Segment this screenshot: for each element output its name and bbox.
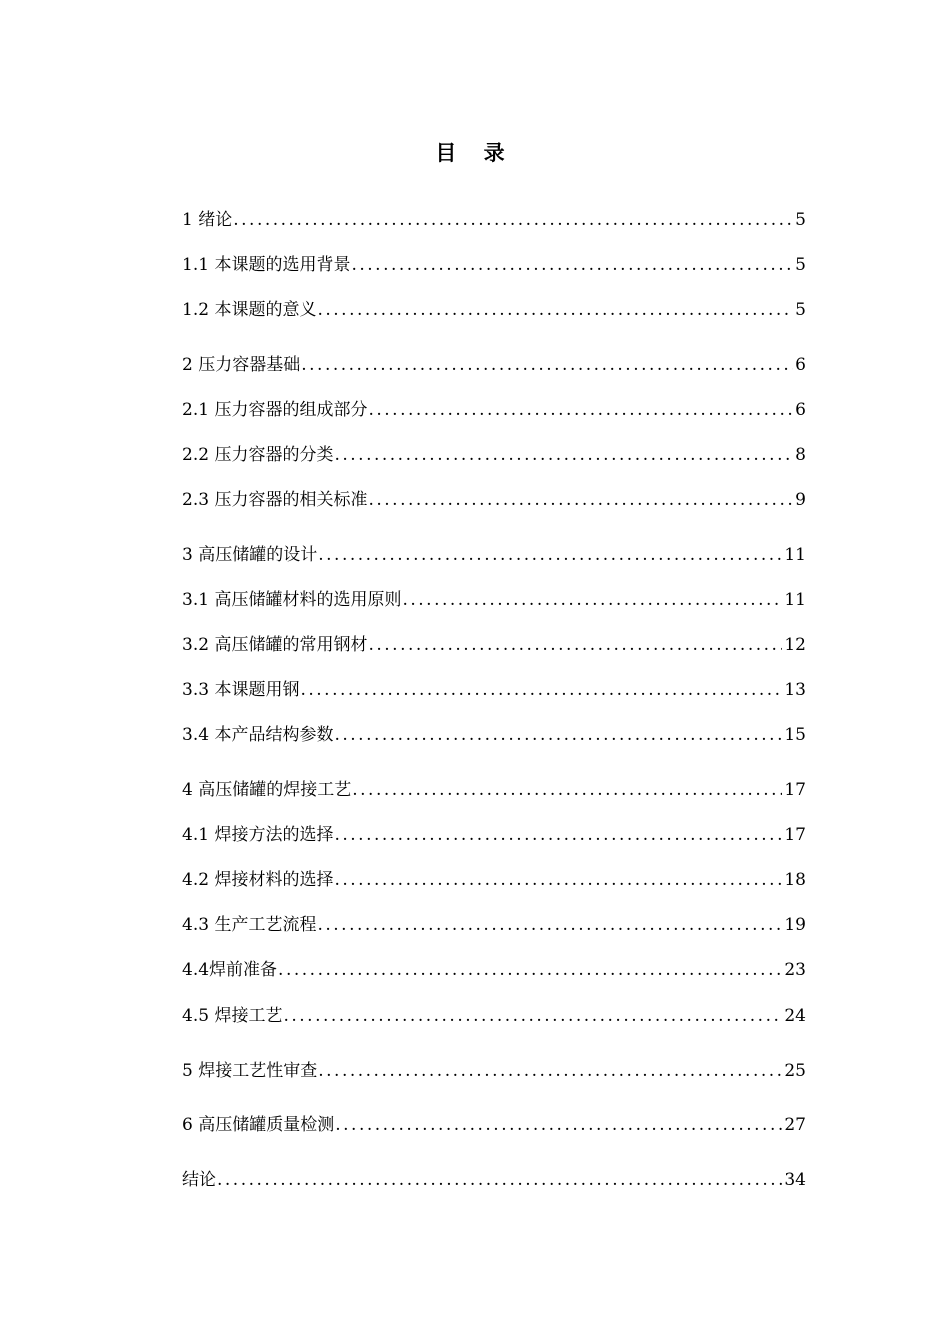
toc-entry[interactable] bbox=[182, 207, 806, 233]
toc-page-number: 11 bbox=[784, 590, 806, 610]
toc-leader-dots bbox=[334, 867, 782, 893]
toc-entry-label: 2.3 压力容器的相关标准 bbox=[182, 490, 368, 510]
toc-page-number: 24 bbox=[784, 1006, 806, 1026]
toc-entry-label: 2.1 压力容器的组成部分 bbox=[182, 400, 368, 420]
toc-leader-dots bbox=[402, 587, 782, 613]
toc-leader-dots bbox=[351, 252, 793, 278]
toc-entry-label: 3.1 高压储罐材料的选用原则 bbox=[182, 590, 402, 610]
toc-entry[interactable] bbox=[182, 352, 806, 378]
toc-entry-label: 1.2 本课题的意义 bbox=[182, 300, 317, 320]
toc-entry-label: 4.5 焊接工艺 bbox=[182, 1006, 283, 1026]
toc-page-number: 19 bbox=[784, 915, 806, 935]
toc-leader-dots bbox=[283, 1003, 782, 1029]
toc-entry[interactable] bbox=[182, 632, 806, 658]
toc-page-number: 6 bbox=[795, 355, 806, 375]
toc-entry[interactable] bbox=[182, 1003, 806, 1029]
toc-page-number: 25 bbox=[784, 1061, 806, 1081]
toc-entry[interactable] bbox=[182, 957, 806, 983]
toc-page-number: 11 bbox=[784, 545, 806, 565]
toc-entry-label: 6 高压储罐质量检测 bbox=[182, 1115, 335, 1135]
toc-entry[interactable] bbox=[182, 722, 806, 748]
toc-leader-dots bbox=[317, 912, 782, 938]
toc-entry-label: 结论 bbox=[182, 1170, 216, 1190]
toc-entry[interactable] bbox=[182, 1112, 806, 1138]
toc-entry-label: 3.4 本产品结构参数 bbox=[182, 725, 334, 745]
toc-entry-label: 4 高压储罐的焊接工艺 bbox=[182, 780, 352, 800]
toc-leader-dots bbox=[368, 487, 793, 513]
toc-leader-dots bbox=[300, 677, 782, 703]
toc-entry[interactable] bbox=[182, 1058, 806, 1084]
toc-entry-label: 3 高压储罐的设计 bbox=[182, 545, 318, 565]
toc-entry-label: 1 绪论 bbox=[182, 210, 233, 230]
toc-leader-dots bbox=[318, 542, 782, 568]
toc-page-number: 6 bbox=[795, 400, 806, 420]
toc-entry-label: 3.2 高压储罐的常用钢材 bbox=[182, 635, 368, 655]
toc-entry[interactable] bbox=[182, 677, 806, 703]
toc-page-number: 5 bbox=[795, 255, 806, 275]
toc-page-number: 23 bbox=[784, 960, 806, 980]
toc-leader-dots bbox=[334, 442, 793, 468]
toc-page-number: 9 bbox=[795, 490, 806, 510]
toc-page-number: 34 bbox=[784, 1170, 806, 1190]
toc-entry[interactable] bbox=[182, 912, 806, 938]
toc-page-number: 8 bbox=[795, 445, 806, 465]
toc-entry[interactable] bbox=[182, 252, 806, 278]
toc-entry[interactable] bbox=[182, 867, 806, 893]
toc-leader-dots bbox=[301, 352, 793, 378]
toc-entry-label: 4.1 焊接方法的选择 bbox=[182, 825, 334, 845]
toc-entry-label: 4.2 焊接材料的选择 bbox=[182, 870, 334, 890]
toc-entry[interactable] bbox=[182, 487, 806, 513]
toc-entry-label: 3.3 本课题用钢 bbox=[182, 680, 300, 700]
toc-page-number: 27 bbox=[784, 1115, 806, 1135]
toc-leader-dots bbox=[368, 397, 793, 423]
page-title: 目 录 bbox=[435, 141, 515, 165]
toc-page-number: 5 bbox=[795, 210, 806, 230]
toc-page-number: 18 bbox=[784, 870, 806, 890]
toc-leader-dots bbox=[317, 297, 793, 323]
toc-page-number: 17 bbox=[784, 780, 806, 800]
toc-entry[interactable] bbox=[182, 397, 806, 423]
toc-entry[interactable] bbox=[182, 542, 806, 568]
toc-entry-label: 5 焊接工艺性审查 bbox=[182, 1061, 318, 1081]
toc-page-number: 17 bbox=[784, 825, 806, 845]
toc-leader-dots bbox=[334, 722, 782, 748]
toc-leader-dots bbox=[217, 1167, 782, 1193]
toc-leader-dots bbox=[233, 207, 793, 233]
toc-page-number: 12 bbox=[784, 635, 806, 655]
toc-leader-dots bbox=[278, 957, 782, 983]
toc-entry[interactable] bbox=[182, 777, 806, 803]
toc-leader-dots bbox=[318, 1058, 782, 1084]
toc-entry-label: 2 压力容器基础 bbox=[182, 355, 301, 375]
toc-page-number: 13 bbox=[784, 680, 806, 700]
toc-page-number: 5 bbox=[795, 300, 806, 320]
toc-entry[interactable] bbox=[182, 822, 806, 848]
toc-entry-label: 4.3 生产工艺流程 bbox=[182, 915, 317, 935]
toc-leader-dots bbox=[334, 822, 782, 848]
toc-entry[interactable] bbox=[182, 1167, 806, 1193]
toc-entry-label: 4.4焊前准备 bbox=[182, 960, 278, 980]
toc-leader-dots bbox=[368, 632, 782, 658]
toc-entry[interactable] bbox=[182, 442, 806, 468]
toc-entry[interactable] bbox=[182, 297, 806, 323]
toc-page-number: 15 bbox=[784, 725, 806, 745]
toc-leader-dots bbox=[352, 777, 782, 803]
toc-entry-label: 1.1 本课题的选用背景 bbox=[182, 255, 351, 275]
toc-entry[interactable] bbox=[182, 587, 806, 613]
toc-entry-label: 2.2 压力容器的分类 bbox=[182, 445, 334, 465]
toc-leader-dots bbox=[335, 1112, 782, 1138]
